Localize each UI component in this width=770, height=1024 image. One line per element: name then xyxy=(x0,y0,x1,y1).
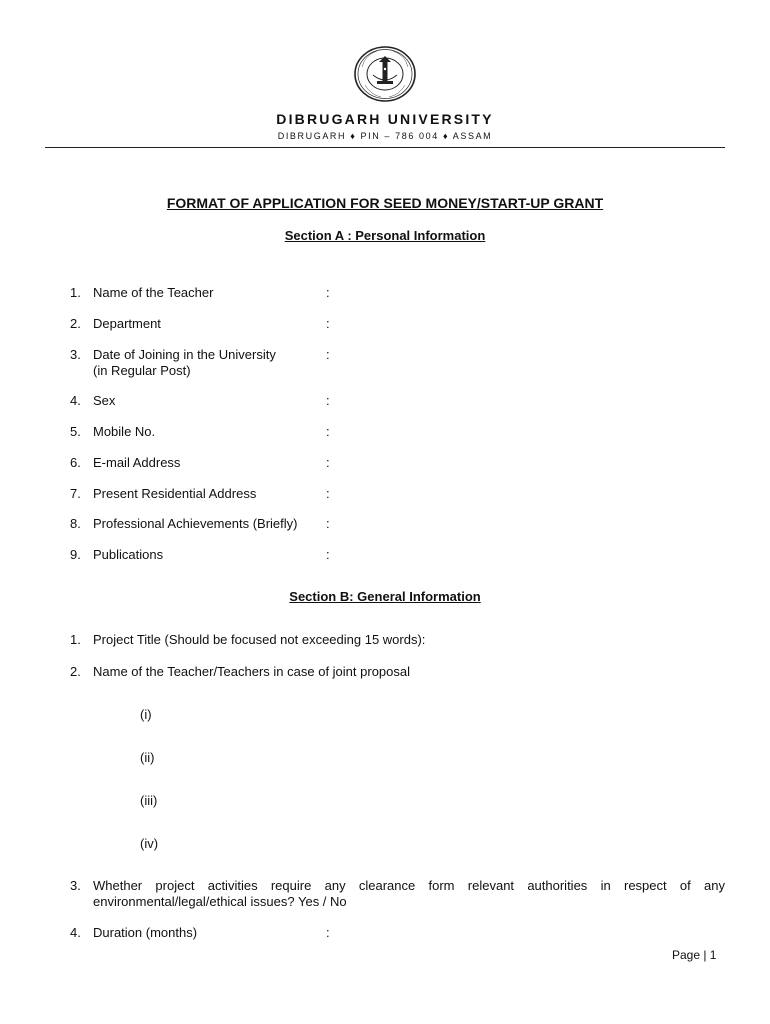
field-label: Date of Joining in the University xyxy=(93,347,276,362)
item-number: 5. xyxy=(70,424,81,439)
university-name: DIBRUGARH UNIVERSITY xyxy=(276,111,494,127)
item-number: 8. xyxy=(70,516,81,531)
field-colon: : xyxy=(326,547,330,562)
field-colon: : xyxy=(326,455,330,470)
item-number: 4. xyxy=(70,925,81,940)
item-number: 4. xyxy=(70,393,81,408)
field-label: Whether project activities require any clearance form relevant authorities in respect of any environmental/legal/ethical issues? Yes / No xyxy=(93,878,725,909)
field-label: Mobile No. xyxy=(93,424,156,439)
item-number: 1. xyxy=(70,285,81,300)
item-number: 3. xyxy=(70,347,81,362)
form-title: FORMAT OF APPLICATION FOR SEED MONEY/START-UP GRANT xyxy=(166,195,604,211)
field-label: Name of the Teacher xyxy=(93,285,214,300)
section-b-heading: Section B: General Information xyxy=(289,589,481,604)
field-label: E-mail Address xyxy=(93,455,181,470)
item-number: 6. xyxy=(70,455,81,470)
field-label-continued: (in Regular Post) xyxy=(93,363,191,378)
item-number: 9. xyxy=(70,547,81,562)
field-label: Professional Achievements (Briefly) xyxy=(93,516,298,531)
field-label: Publications xyxy=(93,547,164,562)
item-number: 7. xyxy=(70,486,81,501)
field-label: Sex xyxy=(93,393,116,408)
item-number: 3. xyxy=(70,878,81,893)
item-number: 2. xyxy=(70,316,81,331)
field-colon: : xyxy=(326,316,330,331)
field-row-clearance xyxy=(70,878,725,910)
field-colon: : xyxy=(326,393,330,408)
field-label: Name of the Teacher/Teachers in case of joint proposal xyxy=(93,664,410,679)
field-label: Project Title (Should be focused not exceeding 15 words): xyxy=(93,632,426,647)
field-colon: : xyxy=(326,516,330,531)
field-colon: : xyxy=(326,347,330,362)
header-divider xyxy=(45,147,725,148)
field-colon: : xyxy=(326,285,330,300)
university-seal-logo xyxy=(353,45,417,103)
sub-item-i: (i) xyxy=(140,707,152,722)
item-number: 2. xyxy=(70,664,81,679)
sub-item-ii: (ii) xyxy=(140,750,155,765)
university-address: DIBRUGARH ♦ PIN – 786 004 ♦ ASSAM xyxy=(277,131,493,141)
field-colon: : xyxy=(326,424,330,439)
field-label: Present Residential Address xyxy=(93,486,257,501)
page-number: Page | 1 xyxy=(672,948,717,962)
field-label: Duration (months) xyxy=(93,925,198,940)
sub-item-iii: (iii) xyxy=(140,793,158,808)
field-label: Department xyxy=(93,316,161,331)
field-colon: : xyxy=(326,925,330,940)
section-a-heading: Section A : Personal Information xyxy=(284,228,486,243)
item-number: 1. xyxy=(70,632,81,647)
field-colon: : xyxy=(326,486,330,501)
sub-item-iv: (iv) xyxy=(140,836,159,851)
